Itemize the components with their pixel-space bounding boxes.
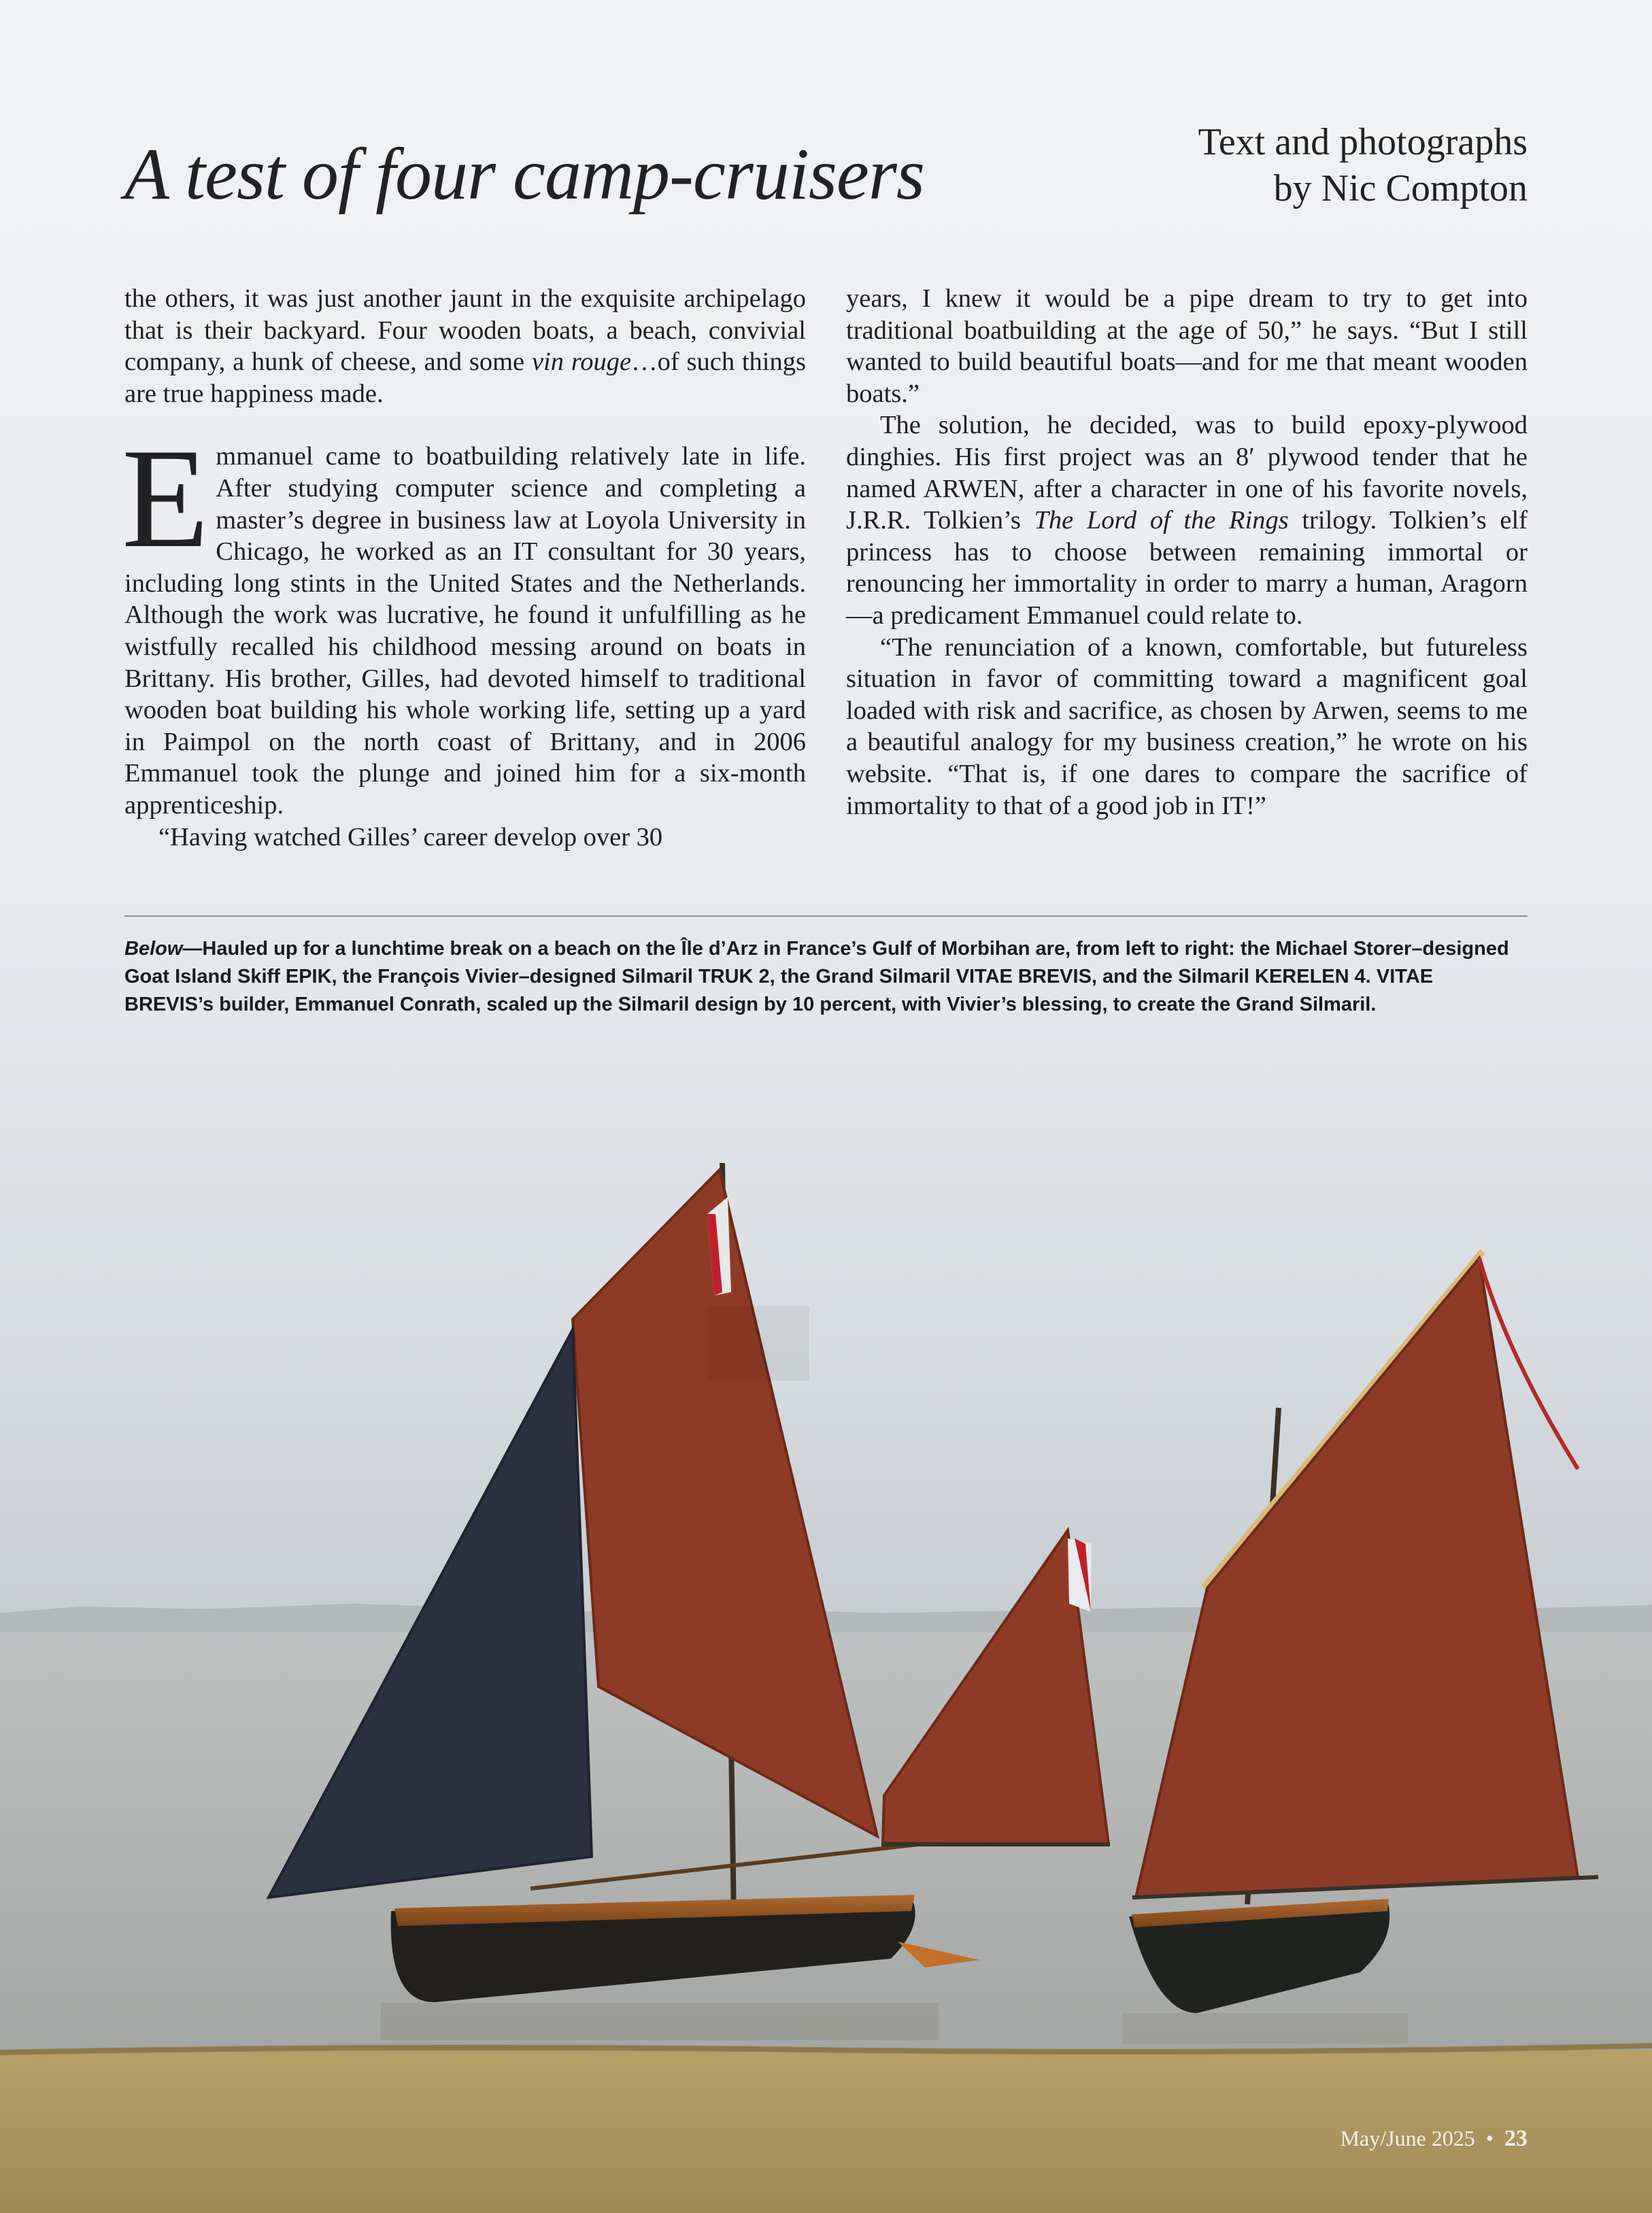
article-title: A test of four camp-cruisers [124, 134, 924, 215]
paragraph: “Having watched Gilles’ career develop over 30 [158, 822, 663, 851]
issue-date: May/June 2025 [1340, 2126, 1475, 2150]
text-column-left [124, 283, 806, 853]
byline-line-2: by Nic Compton [1273, 167, 1528, 209]
byline-line-1: Text and photographs [1198, 121, 1528, 163]
caption-lead: Below [124, 938, 183, 960]
page-footer [1341, 2126, 1528, 2152]
paragraph: years, I knew it would be a pipe dream to try to get into traditional boatbuilding at the age of 50,” he says. “But I still wanted to build beautiful boats—and for me that meant wooden boats.” [846, 284, 1528, 408]
paragraph: The solution, he decided, was to build epoxy-plywood dinghies. His first project was an 8′ plywood tender that he named ARWEN, after a character in one of his favorite novels, J.R.R. Tolkien’s The Lord of the Rings trilogy. Tolkien’s elf princess has to choose between remaining immortal or renouncing her immortality in order to marry a human, Aragorn—a predicament Emmanuel could relate to. [846, 411, 1528, 630]
page-number: 23 [1504, 2126, 1528, 2151]
byline [1198, 119, 1528, 212]
text-column-right [846, 283, 1528, 822]
footer-bullet: • [1485, 2126, 1494, 2150]
drop-cap: E [122, 420, 209, 578]
paragraph: the others, it was just another jaunt in the exquisite archipelago that is their backyard. Four wooden boats, a beach, convivial company, a hunk of cheese, and some vin rouge…of such things are true happiness made. [124, 284, 806, 408]
divider [124, 915, 1528, 917]
paragraph: Emmanuel came to boatbuilding relatively late in life. After studying computer science and completing a master’s degree in business law at Loyola University in Chicago, he worked as an IT consultant for 30 years, including long stints in the United States and the Netherlands. Although the work was lucrative, he found it unfulfilling as he wistfully recalled his childhood messing around on boats in Brittany. His brother, Gilles, had devoted himself to traditional wooden boat building his whole working life, setting up a yard in Paimpol on the north coast of Brittany, and in 2006 Emmanuel took the plunge and joined him for a six-month apprenticeship. [122, 420, 806, 820]
paragraph: “The renunciation of a known, comfortable, but futureless situation in favor of committing toward a magnificent goal loaded with risk and sacrifice, as chosen by Arwen, seems to me a beautiful analogy for my business creation,” he wrote on his website. “That is, if one dares to compare the sacrifice of immortality to that of a good job in IT!” [846, 632, 1528, 820]
mainsail-right [1136, 1258, 1578, 1897]
photo-caption: Below—Hauled up for a lunchtime break on a beach on the Île d’Arz in France’s Gulf of Morbihan are, from left to right: the Michael Storer–designed Goat Island Skiff EPIK, the François Vivier–designed Silmaril TRUK 2, the Grand Silmaril VITAE BREVIS, and the Silmaril KERELEN 4. VITAE BREVIS’s builder, Emmanuel Conrath, scaled up the Silmaril design by 10 percent, with Vivier’s blessing, to create the Grand Silmaril. [124, 938, 1509, 1015]
